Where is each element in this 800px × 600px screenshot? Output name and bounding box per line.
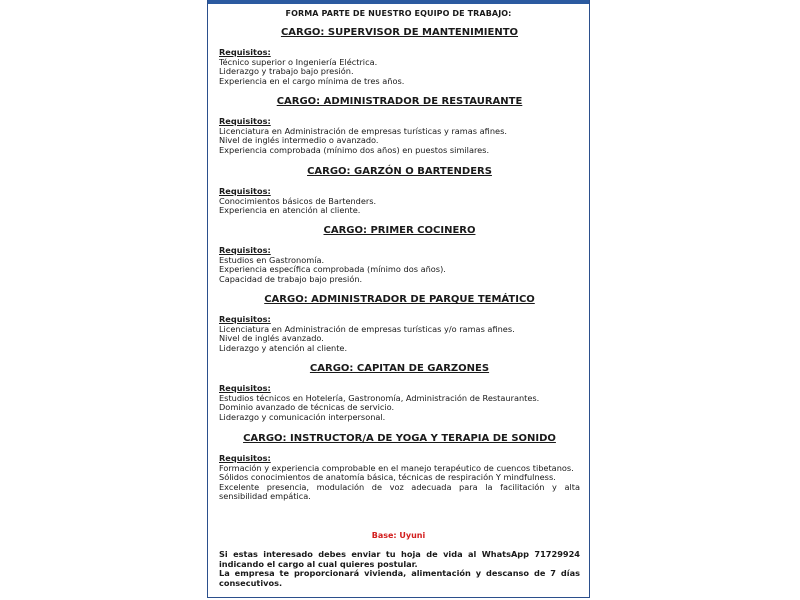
requirement-line: Técnico superior o Ingeniería Eléctrica. <box>219 56 378 67</box>
job-title: CARGO: GARZÓN O BARTENDERS <box>307 166 492 177</box>
application-instructions <box>219 550 580 588</box>
job-primer-cocinero <box>219 225 580 284</box>
intro-heading: FORMA PARTE DE NUESTRO EQUIPO DE TRABAJO: <box>285 9 512 18</box>
job-title: CARGO: SUPERVISOR DE MANTENIMIENTO <box>280 27 519 38</box>
requirement-line: Liderazgo y atención al cliente. <box>219 342 348 353</box>
requirement-line: Capacidad de trabajo bajo presión. <box>219 273 363 284</box>
benefits-note: La empresa te proporcionará vivienda, alimentación y descanso de 7 días consecutivos. <box>219 568 580 588</box>
job-garzon-bartenders <box>219 166 580 216</box>
requirement-line: Experiencia comprobada (mínimo dos años) en puestos similares. <box>219 144 490 155</box>
requirements-label: Requisitos: <box>219 47 271 57</box>
job-posting-page <box>207 0 590 598</box>
requirement-line: Estudios en Gastronomía. <box>219 254 325 265</box>
requirement-line: Experiencia en el cargo mínima de tres años. <box>219 75 405 86</box>
job-title: CARGO: PRIMER COCINERO <box>323 225 476 236</box>
requirement-line: Liderazgo y trabajo bajo presión. <box>219 66 354 77</box>
job-capitan-garzones <box>219 363 580 422</box>
requirement-line: Licenciatura en Administración de empresas turísticas y ramas afines. <box>219 125 507 136</box>
job-title: CARGO: ADMINISTRADOR DE PARQUE TEMÁTICO <box>264 294 535 305</box>
job-administrador-parque <box>219 294 580 353</box>
requirement-line: Liderazgo y comunicación interpersonal. <box>219 411 386 422</box>
top-accent-bar <box>208 0 589 4</box>
job-administrador-restaurante <box>219 96 580 155</box>
requirement-line: Formación y experiencia comprobable en el manejo terapéutico de cuencos tibetanos. <box>219 462 574 473</box>
base-location: Base: Uyuni <box>371 531 426 540</box>
apply-instructions: Si estas interesado debes enviar tu hoja de vida al WhatsApp 71729924 indicando el cargo al cual quieres postular. <box>219 549 580 569</box>
job-supervisor-mantenimiento <box>219 27 580 86</box>
requirement-line: Estudios técnicos en Hotelería, Gastronomía, Administración de Restaurantes. <box>219 392 540 403</box>
requirements-label: Requisitos: <box>219 453 271 463</box>
job-instructor-yoga <box>219 433 580 502</box>
requirements-label: Requisitos: <box>219 116 271 126</box>
requirement-line: Licenciatura en Administración de empresas turísticas y/o ramas afines. <box>219 323 515 334</box>
job-title: CARGO: ADMINISTRADOR DE RESTAURANTE <box>276 96 523 107</box>
requirement-line: Experiencia específica comprobada (mínimo dos años). <box>219 264 446 275</box>
requirement-line: Experiencia en atención al cliente. <box>219 205 361 216</box>
job-title: CARGO: CAPITAN DE GARZONES <box>309 363 490 374</box>
requirements-label: Requisitos: <box>219 186 271 196</box>
requirement-line: Nivel de inglés intermedio o avanzado. <box>219 135 379 146</box>
requirements-label: Requisitos: <box>219 383 271 393</box>
job-title: CARGO: INSTRUCTOR/A DE YOGA Y TERAPIA DE SONIDO <box>243 433 556 444</box>
requirement-line: Excelente presencia, modulación de voz adecuada para la facilitación y alta sensibilidad empática. <box>219 481 580 502</box>
requirement-line: Conocimientos básicos de Bartenders. <box>219 195 377 206</box>
requirement-line: Sólidos conocimientos de anatomía básica, técnicas de respiración Y mindfulness. <box>219 472 556 483</box>
requirements-label: Requisitos: <box>219 314 271 324</box>
requirement-line: Dominio avanzado de técnicas de servicio. <box>219 402 395 413</box>
requirements-label: Requisitos: <box>219 245 271 255</box>
requirement-line: Nivel de inglés avanzado. <box>219 333 324 344</box>
